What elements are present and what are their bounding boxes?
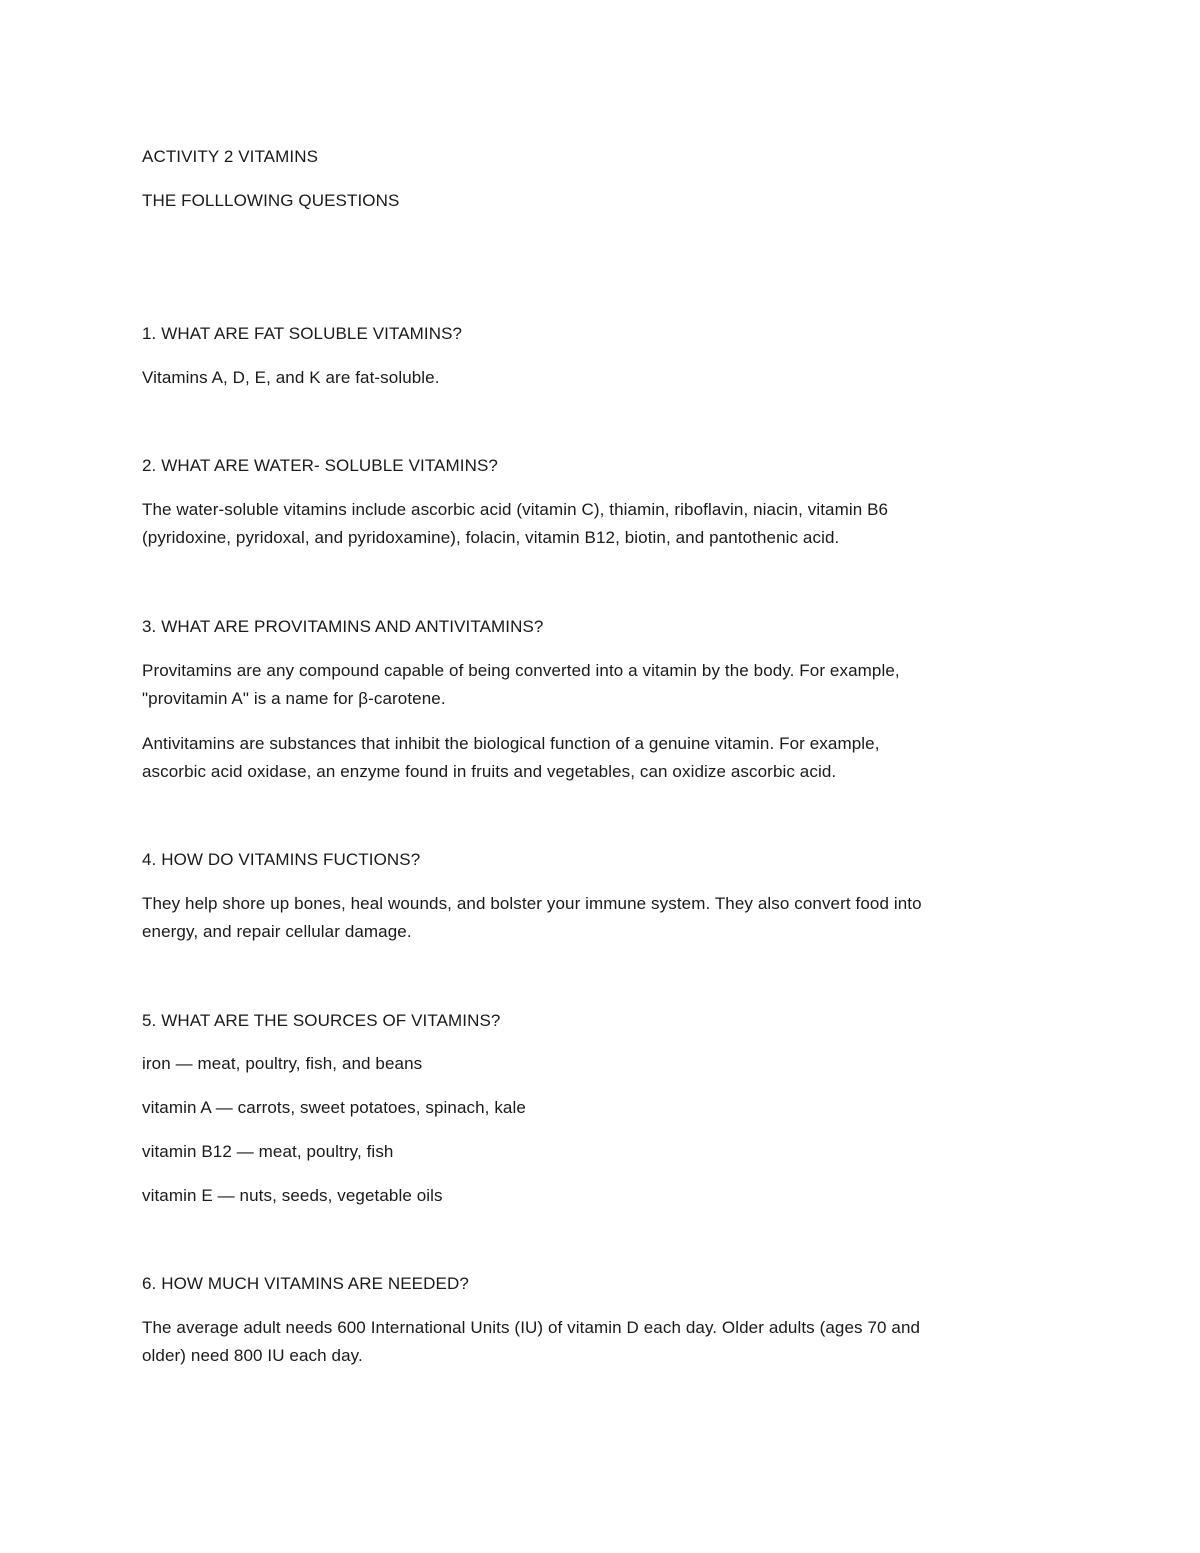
answer-3-para-1-line-1: Provitamins are any compound capable of being converted into a vitamin by the body. For example, bbox=[142, 661, 900, 680]
question-1: 1. WHAT ARE FAT SOLUBLE VITAMINS? bbox=[142, 324, 463, 343]
answer-3-para-2-line-1: Antivitamins are substances that inhibit the biological function of a genuine vitamin. For example, bbox=[142, 734, 880, 753]
question-2: 2. WHAT ARE WATER- SOLUBLE VITAMINS? bbox=[142, 456, 498, 475]
answer-2-line-1: The water-soluble vitamins include ascorbic acid (vitamin C), thiamin, riboflavin, niacin, vitamin B6 bbox=[142, 500, 889, 519]
answer-4-line-1: They help shore up bones, heal wounds, and bolster your immune system. They also convert food into bbox=[142, 894, 922, 913]
source-item-vitamin-a: vitamin A — carrots, sweet potatoes, spinach, kale bbox=[142, 1098, 526, 1117]
source-item-vitamin-b12: vitamin B12 — meat, poultry, fish bbox=[142, 1142, 394, 1161]
document-title: ACTIVITY 2 VITAMINS bbox=[142, 147, 319, 166]
question-5: 5. WHAT ARE THE SOURCES OF VITAMINS? bbox=[142, 1011, 501, 1030]
question-3: 3. WHAT ARE PROVITAMINS AND ANTIVITAMINS? bbox=[142, 617, 544, 636]
source-item-vitamin-e: vitamin E — nuts, seeds, vegetable oils bbox=[142, 1186, 443, 1205]
answer-3-para-1-line-2: "provitamin A" is a name for β-carotene. bbox=[142, 689, 446, 708]
question-4: 4. HOW DO VITAMINS FUCTIONS? bbox=[142, 850, 421, 869]
source-item-iron: iron — meat, poultry, fish, and beans bbox=[142, 1054, 423, 1073]
answer-3-para-2-line-2: ascorbic acid oxidase, an enzyme found in fruits and vegetables, can oxidize ascorbic acid. bbox=[142, 762, 837, 781]
answer-4-line-2: energy, and repair cellular damage. bbox=[142, 922, 412, 941]
answer-6-line-2: older) need 800 IU each day. bbox=[142, 1346, 363, 1365]
answer-2-line-2: (pyridoxine, pyridoxal, and pyridoxamine), folacin, vitamin B12, biotin, and pantothenic acid. bbox=[142, 528, 840, 547]
document-subtitle: THE FOLLLOWING QUESTIONS bbox=[142, 191, 400, 210]
question-6: 6. HOW MUCH VITAMINS ARE NEEDED? bbox=[142, 1274, 469, 1293]
answer-1: Vitamins A, D, E, and K are fat-soluble. bbox=[142, 368, 440, 387]
answer-6-line-1: The average adult needs 600 International Units (IU) of vitamin D each day. Older adults (ages 70 and bbox=[142, 1318, 921, 1337]
